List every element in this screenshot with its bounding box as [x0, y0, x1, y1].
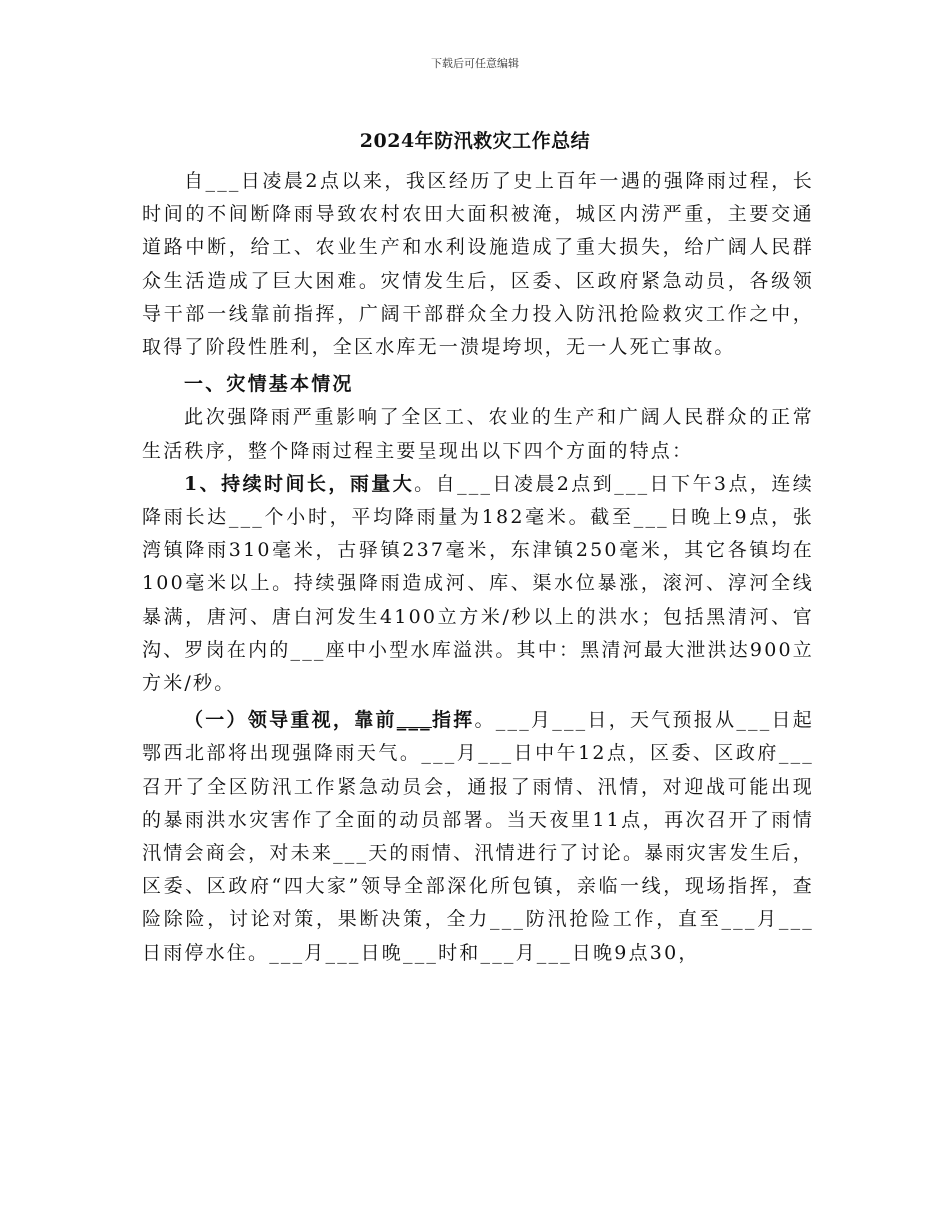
- section-heading-disaster-situation: 一、灾情基本情况: [184, 373, 354, 396]
- document-title: 2024年防汛救灾工作总结: [359, 130, 591, 152]
- paragraph-rainfall: [142, 468, 814, 700]
- paragraph-rainfall-lead: 1、持续时间长，雨量大: [184, 472, 415, 495]
- page-header: 下载后可任意编辑: [431, 57, 519, 70]
- paragraph-leadership-lead-end: 指挥: [431, 709, 475, 732]
- paragraph-leadership-lead: （一）领导重视，靠前: [184, 709, 397, 732]
- paragraph-leadership-text: 。___月___日，天气预报从___日起鄂西北部将出现强降雨天气。___月___日中午12点，区委、区政府___召开了全区防汛工作紧急动员会，通报了雨情、汛情，对迎战可能出现的暴雨洪水灾害作了全面的动员部署。当天夜里11点，再次召开了雨情汛情会商会，对未来___天的雨情、汛情进行了讨论。暴雨灾害发生后，区委、区政府“四大家”领导全部深化所包镇，亲临一线，现场指挥，查险除险，讨论对策，果断决策，全力___防汛抢险工作，直至___月___日雨停水住。___月___日晚___时和___月___日晚9点30，: [142, 709, 814, 964]
- document-body: [142, 165, 814, 970]
- paragraph-rainfall-text: 。自___日凌晨2点到___日下午3点，连续降雨长达___个小时，平均降雨量为182毫米。截至___日晚上9点，张湾镇降雨310毫米，古驿镇237毫米，东津镇250毫米，其它各镇均在100毫米以上。持续强降雨造成河、库、渠水位暴涨，滚河、淳河全线暴满，唐河、唐白河发生4100立方米/秒以上的洪水；包括黑清河、官沟、罗岗在内的___座中小型水库溢洪。其中：黑清河最大泄洪达900立方米/秒。: [142, 472, 814, 695]
- paragraph-leadership-blank: ___: [396, 709, 432, 732]
- paragraph-leadership: [142, 704, 814, 970]
- paragraph-intro: 自___日凌晨2点以来，我区经历了史上百年一遇的强降雨过程，长时间的不间断降雨导致农村农田大面积被淹，城区内涝严重，主要交通道路中断，给工、农业生产和水利设施造成了重大损失，给广阔人民群众生活造成了巨大困难。灾情发生后，区委、区政府紧急动员，各级领导干部一线靠前指挥，广阔干部群众全力投入防汛抢险救灾工作之中，取得了阶段性胜利，全区水库无一溃堤垮坝，无一人死亡事故。: [142, 170, 814, 359]
- paragraph-overview: 此次强降雨严重影响了全区工、农业的生产和广阔人民群众的正常生活秩序，整个降雨过程主要呈现出以下四个方面的特点：: [142, 406, 814, 462]
